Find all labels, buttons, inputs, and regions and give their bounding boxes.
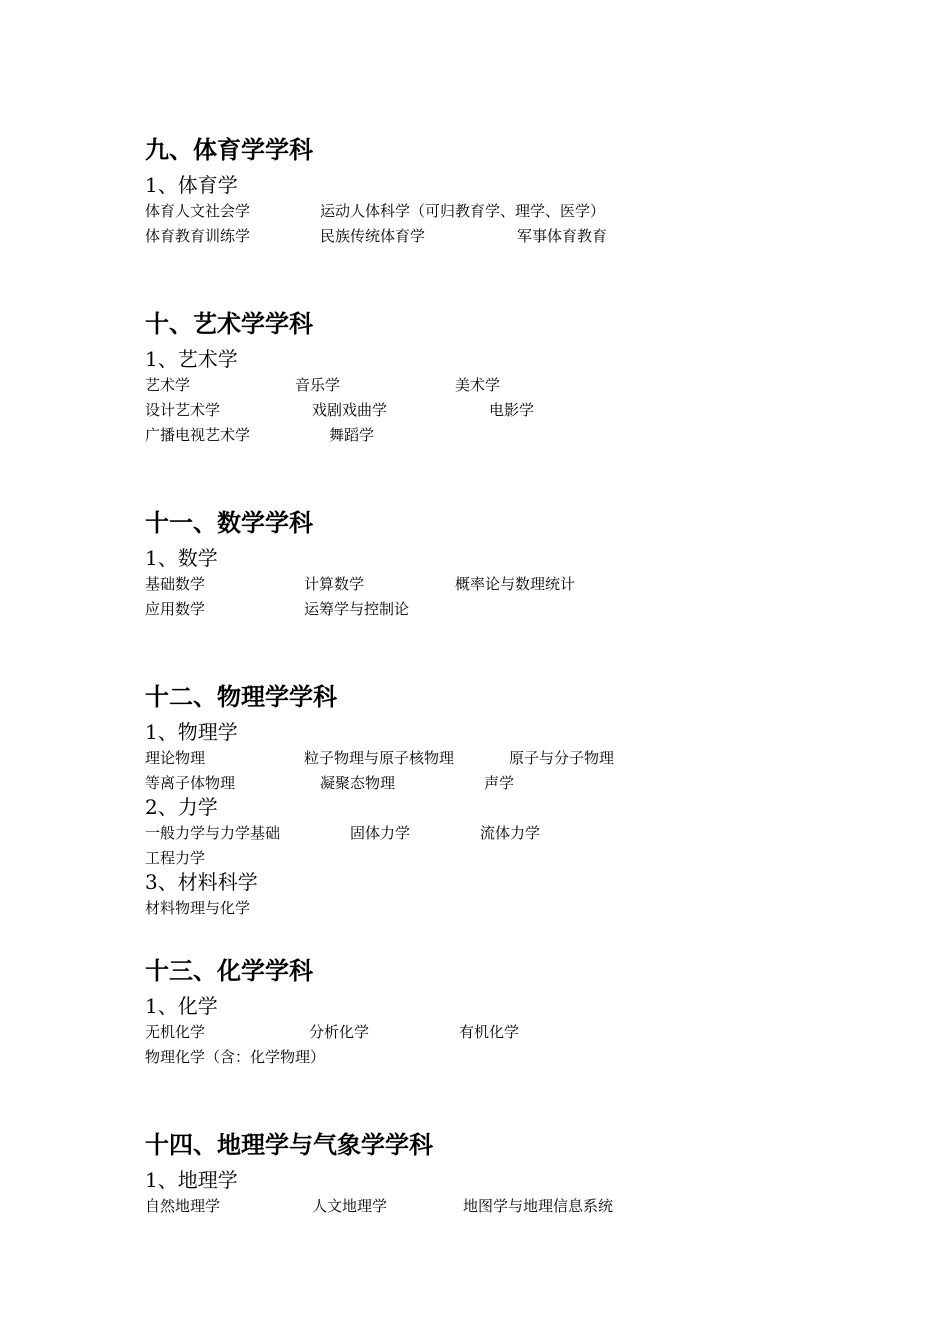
section-heading: 十、艺术学学科	[145, 309, 313, 338]
discipline-item: 有机化学	[459, 1023, 520, 1041]
discipline-item: 一般力学与力学基础	[145, 824, 281, 842]
discipline-item: 人文地理学	[312, 1197, 388, 1215]
discipline-item: 粒子物理与原子核物理	[304, 749, 455, 767]
subsection-title: 3、材料科学	[145, 870, 258, 894]
discipline-item: 戏剧戏曲学	[312, 401, 388, 419]
subsection-title: 1、物理学	[145, 720, 238, 744]
discipline-item: 艺术学	[145, 376, 191, 394]
discipline-item: 美术学	[455, 376, 501, 394]
section-heading: 十二、物理学学科	[145, 682, 337, 711]
discipline-item: 音乐学	[295, 376, 341, 394]
discipline-item: 地图学与地理信息系统	[463, 1197, 614, 1215]
discipline-item: 基础数学	[145, 575, 206, 593]
section-heading: 十一、数学学科	[145, 508, 313, 537]
subsection-title: 1、地理学	[145, 1168, 238, 1192]
discipline-item: 电影学	[489, 401, 535, 419]
subsection-title: 1、体育学	[145, 173, 238, 197]
discipline-item: 自然地理学	[145, 1197, 221, 1215]
discipline-item: 民族传统体育学	[320, 227, 426, 245]
discipline-item: 军事体育教育	[517, 227, 608, 245]
discipline-item: 计算数学	[304, 575, 365, 593]
discipline-item: 等离子体物理	[145, 774, 236, 792]
discipline-item: 凝聚态物理	[320, 774, 396, 792]
subsection-title: 1、化学	[145, 994, 218, 1018]
discipline-item: 应用数学	[145, 600, 206, 618]
discipline-item: 体育人文社会学	[145, 202, 251, 220]
discipline-item: 流体力学	[480, 824, 541, 842]
discipline-item: 声学	[484, 774, 515, 792]
discipline-item: 原子与分子物理	[509, 749, 615, 767]
discipline-item: 体育教育训练学	[145, 227, 251, 245]
discipline-item: 物理化学（含：化学物理）	[145, 1048, 326, 1066]
discipline-item: 理论物理	[145, 749, 206, 767]
discipline-item: 分析化学	[309, 1023, 370, 1041]
discipline-item: 广播电视艺术学	[145, 426, 251, 444]
discipline-item: 运筹学与控制论	[304, 600, 410, 618]
section-heading: 十四、地理学与气象学学科	[145, 1130, 433, 1159]
subsection-title: 1、数学	[145, 546, 218, 570]
discipline-item: 舞蹈学	[329, 426, 375, 444]
discipline-item: 概率论与数理统计	[455, 575, 576, 593]
discipline-item: 运动人体科学（可归教育学、理学、医学）	[320, 202, 606, 220]
subsection-title: 2、力学	[145, 795, 218, 819]
discipline-item: 固体力学	[350, 824, 411, 842]
subsection-title: 1、艺术学	[145, 347, 238, 371]
section-heading: 九、体育学学科	[145, 135, 313, 164]
discipline-item: 设计艺术学	[145, 401, 221, 419]
discipline-item: 工程力学	[145, 849, 206, 867]
section-heading: 十三、化学学科	[145, 956, 313, 985]
discipline-item: 材料物理与化学	[145, 899, 251, 917]
discipline-item: 无机化学	[145, 1023, 206, 1041]
